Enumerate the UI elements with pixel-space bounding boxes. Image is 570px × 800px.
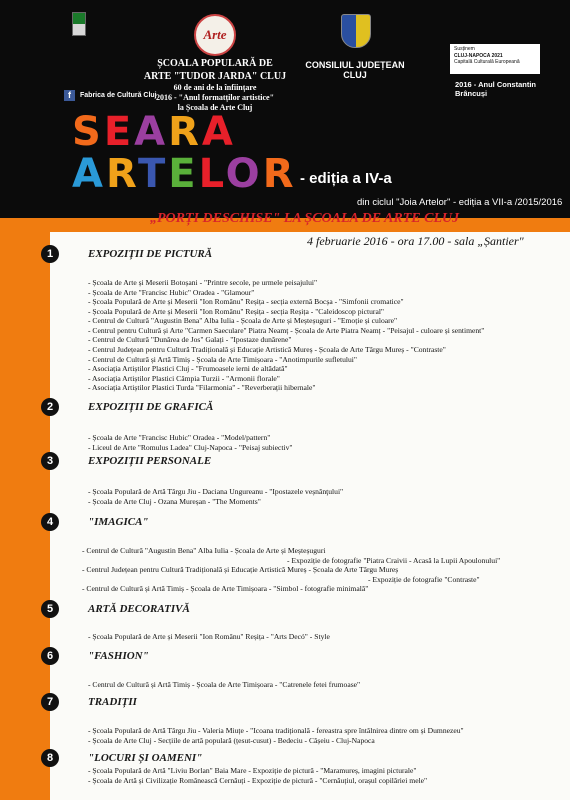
school-logo-text: Arte bbox=[203, 27, 227, 42]
list-item: - Expoziție de fotografie "Piatra Craivii - Acasă la Lupii Apoulonului" bbox=[287, 555, 501, 565]
cycle-label: din ciclul "Joia Artelor" - ediția a VII-a /2015/2016 bbox=[357, 197, 563, 208]
list-item: - Școala de Arte și Meserii Botoșani - "Printre secole, pe urmele peisajului" bbox=[88, 278, 318, 287]
council-crest-icon bbox=[341, 14, 371, 48]
section-number-3: 3 bbox=[41, 452, 59, 470]
school-subtitle: 60 de ani de la înființare bbox=[173, 83, 257, 92]
list-item: - Centrul de Cultură "Augustin Bena" Alba Iulia - Școala de Arte și Meșteșuguri bbox=[82, 546, 326, 555]
list-item: - Școala de Arte Cluj - Secțiile de artă populară (țesut-cusut) - Bedeciu - Cășeiu - Cluj-Napoca bbox=[88, 735, 375, 745]
list-item: - Școala Populară de Arte și Meserii "Ion Românu" Reșița - secția Reșița - "Caleidoscop pictural" bbox=[88, 306, 385, 316]
list-item: - Centrul de Cultură și Artă Timiș - Școala de Arte Timișoara - "Anotimpurile sufletului" bbox=[88, 354, 358, 364]
open-doors-title: „PORȚI DESCHISE" LA ȘCOALA DE ARTE CLUJ bbox=[150, 211, 460, 226]
title-letter: E bbox=[168, 151, 199, 197]
section-number-2: 2 bbox=[41, 398, 59, 416]
list-item: - Școala de Arte "Francisc Hubic" Oradea - "Glamour" bbox=[88, 287, 255, 297]
list-item: - Centrul Județean pentru Cultură Tradițională și Educație Artistică Mureș - Școala de Arte Târgu Mureș - "Contraste" bbox=[88, 344, 446, 354]
edition-label: - ediția a IV-a bbox=[300, 170, 392, 187]
list-item: - Asociația Artiștilor Plastici Câmpia Turzii - "Armonii florale" bbox=[88, 373, 280, 383]
left-orange-strip bbox=[0, 218, 50, 800]
list-item: - Centrul de Cultură "Augustin Bena" Alba Iulia - Școala de Arte și Meșteșuguri - "Emoție și culoare" bbox=[88, 316, 398, 326]
title-letter: L bbox=[198, 151, 226, 197]
section-title: "LOCURI ȘI OAMENI" bbox=[88, 752, 203, 764]
title-seara bbox=[72, 109, 236, 155]
list-item: - Centrul de Cultură "Dunărea de Jos" Galați - "Ipostaze dunărene" bbox=[88, 335, 292, 345]
section-items bbox=[88, 680, 360, 690]
list-item: - Școala de Arte "Francisc Hubic" Oradea - "Model/pattern" bbox=[88, 433, 271, 442]
section-number-8: 8 bbox=[41, 749, 59, 767]
cn-line: Capitală Culturală Europeană bbox=[454, 59, 520, 65]
section-number-6: 6 bbox=[41, 647, 59, 665]
section-items bbox=[88, 278, 484, 393]
event-date: 4 februarie 2016 - ora 17.00 - sala „Șantier" bbox=[307, 234, 524, 248]
brancusi-year: 2016 - Anul Constantin Brâncuși bbox=[455, 80, 536, 98]
list-item: - Școala Populară de Arte și Meserii "Ion Românu" Reșița - "Arts Decó" - Style bbox=[88, 632, 330, 641]
section-number-1: 1 bbox=[41, 245, 59, 263]
section-number-5: 5 bbox=[41, 600, 59, 618]
title-letter: E bbox=[103, 109, 135, 155]
list-item: - Școala de Artă și Civilizație Românească Cernăuți - Expoziție de pictură - "Cernăuțiul, orașul copilăriei mele" bbox=[88, 775, 428, 785]
title-letter: R bbox=[105, 151, 138, 197]
list-item: - Asociația Artiștilor Plastici Turda "Filarmonia" - "Reverberații hibernale" bbox=[88, 383, 316, 393]
section-number-4: 4 bbox=[41, 513, 59, 531]
list-item: - Centrul Județean pentru Cultură Tradițională și Educație Artistică Mureș - Școala de Arte Târgu Mureș bbox=[82, 565, 399, 575]
list-item: - Expoziție de fotografie "Contraste" bbox=[368, 574, 480, 584]
title-letter: S bbox=[72, 109, 104, 155]
title-letter: R bbox=[168, 109, 202, 155]
title-letter: A bbox=[134, 109, 169, 155]
section-items bbox=[82, 546, 500, 594]
list-item: - Școala de Arte Cluj - Ozana Mureșan - "The Moments" bbox=[88, 496, 261, 506]
section-title: TRADIȚII bbox=[88, 696, 137, 708]
flag-icon bbox=[72, 12, 86, 36]
title-letter: R bbox=[262, 151, 297, 197]
title-artelor bbox=[72, 151, 297, 197]
section-items bbox=[88, 632, 330, 642]
section-title: "FASHION" bbox=[88, 650, 149, 662]
list-item: - Centrul de Cultură și Artă Timiș - Școala de Arte Timișoara - "Simbol - fotografie minimală" bbox=[82, 584, 369, 594]
title-letter: A bbox=[201, 109, 236, 155]
list-item: - Școala Populară de Arte și Meserii "Ion Românu" Reșița - secția externă Bocșa - "Simfonii cromatice" bbox=[88, 297, 404, 307]
title-letter: T bbox=[137, 151, 169, 197]
section-number-7: 7 bbox=[41, 693, 59, 711]
list-item: - Centrul de Cultură și Artă Timiș - Școala de Arte Timișoara - "Catrenele fetei frumoase" bbox=[88, 680, 361, 689]
school-subtitle: 2016 - "Anul formatților artistice" bbox=[155, 93, 275, 102]
council-name: CONSILIUL JUDEȚEAN CLUJ bbox=[305, 60, 405, 80]
section-items bbox=[88, 487, 343, 506]
list-item: - Școala Populară de Artă Târgu Jiu - Valeria Miuțe - "Icoana tradițională - fereastra spre întâlnirea dintre om și Dumnezeu" bbox=[88, 726, 464, 735]
school-name-line2: ARTE "TUDOR JARDA" CLUJ bbox=[143, 70, 287, 82]
section-items bbox=[88, 433, 293, 452]
section-title: EXPOZIȚII DE GRAFICĂ bbox=[88, 401, 214, 413]
school-name bbox=[140, 58, 290, 113]
list-item: - Școala Populară de Artă "Liviu Borlan" Baia Mare - Expoziție de pictură - "Maramureș, imagini picturale" bbox=[88, 766, 417, 775]
cn-line: CLUJ-NAPOCA 2021 bbox=[454, 52, 503, 59]
school-subtitle: la Școala de Arte Cluj bbox=[177, 103, 253, 112]
cn-line: Susținem bbox=[454, 46, 475, 52]
section-title: "IMAGICA" bbox=[88, 516, 149, 528]
title-letter: O bbox=[225, 151, 263, 197]
section-title: EXPOZIȚII PERSONALE bbox=[88, 455, 212, 467]
school-logo bbox=[194, 14, 236, 56]
section-items bbox=[88, 726, 464, 745]
section-title: ARTĂ DECORATIVĂ bbox=[88, 603, 190, 615]
section-title: EXPOZIȚII DE PICTURĂ bbox=[88, 248, 213, 260]
facebook-icon: f bbox=[64, 90, 75, 101]
section-items bbox=[88, 766, 427, 785]
list-item: - Asociația Artiștilor Plastici Cluj - "Frumoasele ierni de altădată" bbox=[88, 364, 288, 374]
title-letter: A bbox=[72, 151, 106, 197]
list-item: - Centrul pentru Cultură și Arte "Carmen Saeculare" Piatra Neamț - Școala de Arte Piatra Neamț - "Peisajul - culoare și sentiment" bbox=[88, 325, 485, 335]
list-item: - Liceul de Arte "Romulus Ladea" Cluj-Napoca - "Peisaj subiectiv" bbox=[88, 442, 293, 452]
list-item: - Școala Populară de Artă Târgu Jiu - Daciana Ungureanu - "Ipostazele veșnănţului" bbox=[88, 487, 344, 496]
school-name-line1: ȘCOALA POPULARĂ DE bbox=[157, 58, 273, 69]
facebook-label: Fabrica de Cultură Cluj bbox=[80, 92, 157, 99]
cluj-2021-box bbox=[450, 44, 540, 74]
